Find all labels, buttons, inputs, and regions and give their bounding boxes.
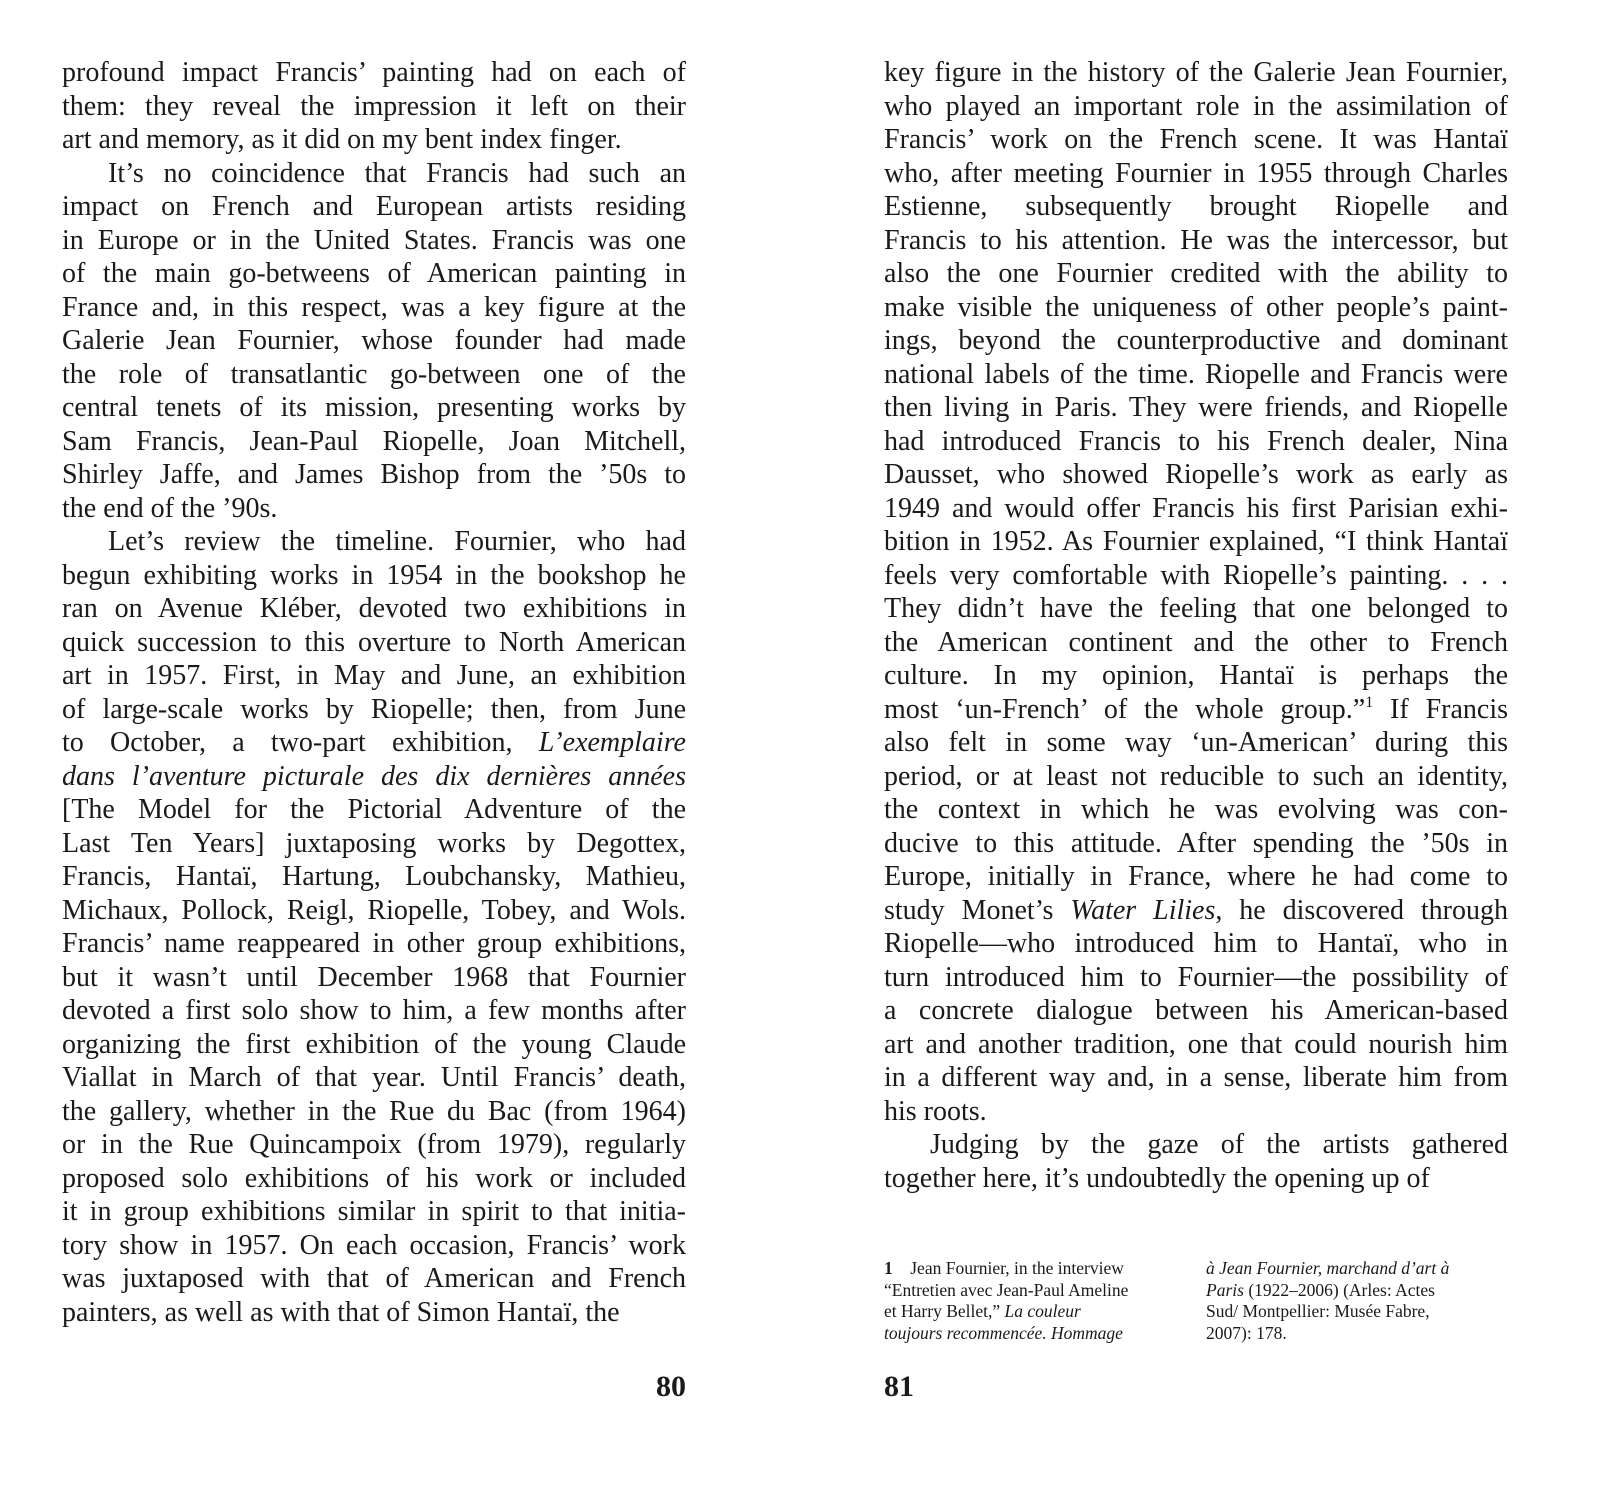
text-line [884, 1301, 1182, 1323]
text-line [62, 726, 686, 760]
text-line [62, 1195, 686, 1229]
text-span: They didn’t have the feeling that one belonged to [884, 593, 1508, 624]
text-line [62, 1229, 686, 1263]
text-line [62, 693, 686, 727]
text-span: was juxtaposed with that of American and French [62, 1263, 686, 1294]
text-line [62, 659, 686, 693]
text-span: central tenets of its mission, presenting works by [62, 392, 686, 423]
text-line [62, 324, 686, 358]
text-span: art and another tradition, one that could nourish him [884, 1028, 1508, 1060]
text-span: Sam Francis, Jean-Paul Riopelle, Joan Mitchell, [62, 425, 686, 457]
text-line [62, 1095, 686, 1129]
text-line [62, 492, 686, 526]
text-span: Let’s review the timeline. Fournier, who had [108, 526, 686, 557]
text-line [884, 391, 1508, 425]
text-line [884, 425, 1508, 459]
text-line [884, 726, 1508, 760]
text-line [62, 391, 686, 425]
footnote-column-1 [884, 1258, 1182, 1344]
text-line [884, 190, 1508, 224]
text-span: key figure in the history of the Galerie Jean Fournier, [884, 57, 1508, 88]
text-span: proposed solo exhibitions of his work or included [62, 1162, 686, 1194]
text-line [1206, 1323, 1504, 1345]
text-line [884, 291, 1508, 325]
text-span: the gallery, whether in the Rue du Bac (from 1964) [62, 1095, 686, 1127]
text-span: to October, a two-part exhibition, [62, 727, 539, 758]
text-span: who, after meeting Fournier in 1955 through Charles [884, 157, 1508, 189]
text-line [1206, 1301, 1504, 1323]
text-line [884, 1095, 1508, 1129]
text-line [884, 592, 1508, 626]
text-line [62, 1262, 686, 1296]
text-line [884, 793, 1508, 827]
text-span: 1 [884, 1258, 893, 1278]
text-line [884, 1061, 1508, 1095]
text-line [62, 291, 686, 325]
text-span: turn introduced him to Fournier—the possibility of [884, 961, 1508, 993]
text-span: the role of transatlantic go-between one of the [62, 358, 686, 390]
text-line [62, 961, 686, 995]
text-line [884, 1323, 1182, 1345]
text-line [1206, 1258, 1504, 1280]
text-span: Francis to his attention. He was the intercessor, but [884, 224, 1508, 256]
text-line [62, 157, 686, 191]
italic-text: à Jean Fournier, marchand d’art à [1206, 1258, 1450, 1278]
text-span: begun exhibiting works in 1954 in the bookshop he [62, 559, 686, 591]
text-span: also felt in some way ‘un-American’ during this [884, 727, 1508, 758]
text-span: of the main go-betweens of American painting in [62, 258, 686, 289]
text-span: make visible the uniqueness of other people’s paint- [884, 291, 1508, 323]
text-span: but it wasn’t until December 1968 that Fournier [62, 961, 686, 993]
text-line [62, 592, 686, 626]
text-span: organizing the first exhibition of the young Claude [62, 1028, 686, 1060]
text-span: Shirley Jaffe, and James Bishop from the ’50s to [62, 459, 686, 490]
italic-text: Water Lilies [1070, 894, 1216, 926]
text-line [1206, 1280, 1504, 1302]
text-line [884, 961, 1508, 995]
italic-text: dans l’aventure picturale des dix dernières années [62, 760, 686, 792]
text-line [884, 760, 1508, 794]
text-line [62, 123, 686, 157]
text-span: quick succession to this overture to North American [62, 626, 686, 658]
text-span: art and memory, as it did on my bent index finger. [62, 124, 622, 155]
text-span: et Harry Bellet,” [884, 1301, 1005, 1321]
text-span: also the one Fournier credited with the ability to [884, 258, 1508, 289]
text-line [62, 525, 686, 559]
text-span: It’s no coincidence that Francis had such an [108, 157, 686, 189]
text-line [884, 1280, 1182, 1302]
italic-text: Paris [1206, 1279, 1244, 1300]
text-line [884, 525, 1508, 559]
text-line [884, 994, 1508, 1028]
text-span: Francis, Hantaï, Hartung, Loubchansky, Mathieu, [62, 861, 686, 892]
text-span: If Francis [1373, 693, 1509, 725]
text-span: them: they reveal the impression it left on their [62, 90, 686, 122]
text-line [884, 693, 1508, 727]
text-span: art in 1957. First, in May and June, an exhibition [62, 660, 686, 691]
text-line [62, 358, 686, 392]
text-line [884, 659, 1508, 693]
text-span: (1922–2006) (Arles: Actes [1243, 1279, 1435, 1300]
text-line [884, 157, 1508, 191]
text-span: the end of the ’90s. [62, 492, 278, 524]
text-span: period, or at least not reducible to such an identity, [884, 760, 1508, 792]
text-line [62, 224, 686, 258]
text-line [62, 927, 686, 961]
text-span: of large-scale works by Riopelle; then, from June [62, 693, 686, 725]
text-line [884, 927, 1508, 961]
footnote-ref: 1 [1365, 693, 1374, 711]
text-span: Viallat in March of that year. Until Francis’ death, [62, 1062, 686, 1093]
text-span: together here, it’s undoubtedly the opening up of [884, 1162, 1430, 1194]
text-line [884, 324, 1508, 358]
text-span: Galerie Jean Fournier, whose founder had made [62, 325, 686, 356]
text-span: feels very comfortable with Riopelle’s painting. . . . [884, 559, 1508, 591]
text-span: [The Model for the Pictorial Adventure of the [62, 794, 686, 825]
text-span: bition in 1952. As Fournier explained, “I think Hantaï [884, 526, 1508, 557]
text-span: most ‘un-French’ of the whole group.” [884, 693, 1366, 725]
text-span: Judging by the gaze of the artists gathered [930, 1129, 1508, 1160]
text-line [62, 1162, 686, 1196]
left-page-text [62, 56, 686, 1329]
text-span: France and, in this respect, was a key figure at the [62, 291, 686, 323]
text-line [884, 894, 1508, 928]
text-span: Estienne, subsequently brought Riopelle and [884, 191, 1508, 222]
text-line [884, 1028, 1508, 1062]
text-span: national labels of the time. Riopelle and Francis were [884, 358, 1508, 390]
text-line [62, 1296, 686, 1330]
text-span: 1949 and would offer Francis his first Parisian exhi- [884, 492, 1508, 524]
text-span: study Monet’s [884, 894, 1071, 926]
text-line [62, 994, 686, 1028]
text-span: tory show in 1957. On each occasion, Francis’ work [62, 1229, 686, 1261]
text-span: Jean Fournier, in the interview [892, 1258, 1124, 1278]
text-line [62, 827, 686, 861]
text-span: ings, beyond the counterproductive and dominant [884, 325, 1508, 356]
text-line [62, 1128, 686, 1162]
text-span: had introduced Francis to his French dealer, Nina [884, 425, 1508, 457]
text-span: devoted a first solo show to him, a few months after [62, 995, 686, 1026]
text-line [884, 1128, 1508, 1162]
text-line [884, 458, 1508, 492]
text-line [884, 224, 1508, 258]
text-span: the American continent and the other to French [884, 626, 1508, 658]
text-span: or in the Rue Quincampoix (from 1979), regularly [62, 1129, 686, 1160]
text-span: who played an important role in the assimilation of [884, 90, 1508, 122]
text-span: the context in which he was evolving was con- [884, 794, 1508, 825]
text-line [884, 860, 1508, 894]
text-span: culture. In my opinion, Hantaï is perhaps the [884, 660, 1508, 691]
text-line [62, 626, 686, 660]
text-line [62, 458, 686, 492]
text-span: then living in Paris. They were friends, and Riopelle [884, 392, 1508, 423]
text-line [62, 190, 686, 224]
text-line [62, 860, 686, 894]
text-line [62, 894, 686, 928]
text-line [884, 358, 1508, 392]
text-line [884, 492, 1508, 526]
text-line [62, 1061, 686, 1095]
text-line [884, 1162, 1508, 1196]
text-span: Riopelle—who introduced him to Hantaï, who in [884, 928, 1508, 959]
text-span: ducive to this attitude. After spending the ’50s in [884, 827, 1508, 859]
text-span: a concrete dialogue between his American-based [884, 995, 1508, 1026]
text-span: in a different way and, in a sense, liberate him from [884, 1062, 1508, 1093]
right-page-text [884, 56, 1508, 1195]
text-span: his roots. [884, 1095, 987, 1127]
text-line [884, 827, 1508, 861]
page-number-right: 81 [884, 1370, 914, 1403]
text-span: Dausset, who showed Riopelle’s work as early as [884, 459, 1508, 490]
text-line [884, 123, 1508, 157]
text-span: Last Ten Years] juxtaposing works by Degottex, [62, 827, 686, 859]
text-span: Francis’ name reappeared in other group exhibitions, [62, 928, 686, 959]
text-line [62, 257, 686, 291]
text-span: Michaux, Pollock, Reigl, Riopelle, Tobey, and Wols. [62, 894, 686, 926]
text-line [62, 793, 686, 827]
text-line [884, 1258, 1182, 1280]
text-line [62, 56, 686, 90]
text-line [62, 425, 686, 459]
text-line [884, 257, 1508, 291]
text-span: it in group exhibitions similar in spirit to that initia- [62, 1196, 686, 1227]
text-span: Francis’ work on the French scene. It was Hantaï [884, 124, 1508, 155]
text-line [62, 760, 686, 794]
text-line [884, 90, 1508, 124]
text-span: painters, as well as with that of Simon Hantaï, the [62, 1296, 620, 1328]
text-span: profound impact Francis’ painting had on each of [62, 57, 686, 88]
page-number-left: 80 [656, 1370, 686, 1403]
text-line [884, 626, 1508, 660]
text-span: impact on French and European artists residing [62, 191, 686, 222]
text-line [884, 56, 1508, 90]
text-span: Europe, initially in France, where he had come to [884, 861, 1508, 892]
text-line [62, 90, 686, 124]
footnote-column-2 [1206, 1258, 1504, 1344]
text-span: in Europe or in the United States. Francis was one [62, 224, 686, 256]
italic-text: L’exemplaire [538, 727, 686, 758]
text-line [884, 559, 1508, 593]
italic-text: toujours recommencée. Hommage [884, 1322, 1123, 1343]
text-span: ran on Avenue Kléber, devoted two exhibitions in [62, 593, 686, 624]
text-line [62, 1028, 686, 1062]
text-span: , he discovered through [1215, 894, 1508, 926]
text-span: “Entretien avec Jean-Paul Ameline [884, 1279, 1129, 1300]
italic-text: La couleur [1004, 1301, 1081, 1321]
text-line [62, 559, 686, 593]
text-span: Sud/ Montpellier: Musée Fabre, [1206, 1301, 1430, 1321]
text-span: 2007): 178. [1206, 1322, 1287, 1343]
